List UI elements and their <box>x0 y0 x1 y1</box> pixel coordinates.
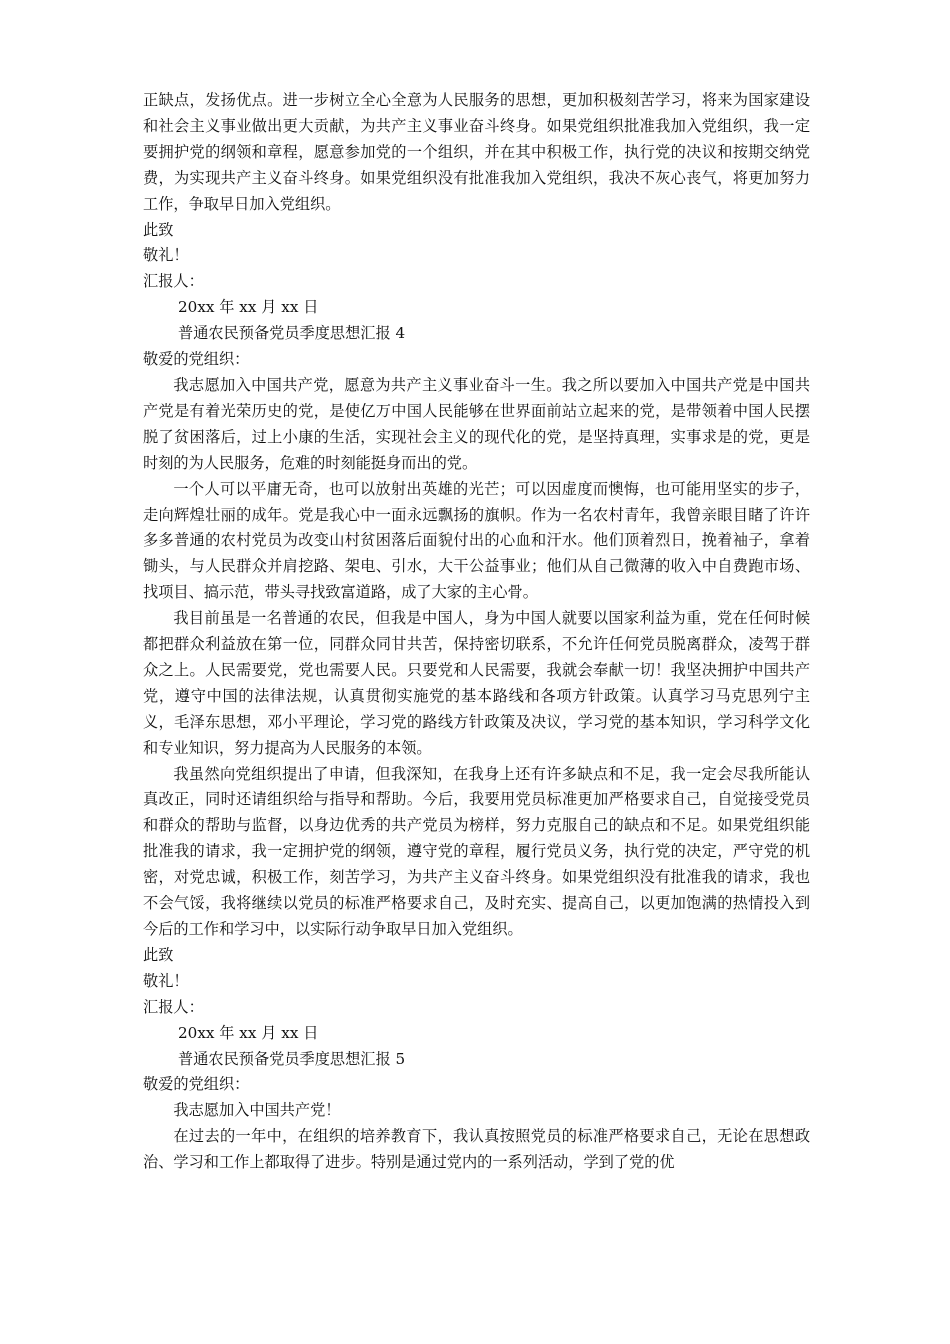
salutation: 敬爱的党组织： <box>143 350 250 369</box>
document-page <box>143 88 810 1176</box>
body-paragraph: 一个人可以平庸无奇，也可以放射出英雄的光芒；可以因虚度而懊悔，也可能用坚实的步子，走向辉煌壮丽的成年。党是我心中一面永远飘扬的旗帜。作为一名农村青年，我曾亲眼目睹了许许多多普通的农村党员为改变山村贫困落后面貌付出的心血和汗水。他们顶着烈日，挽着袖子，拿着锄头，与人民群众并肩挖路、架电、引水，大干公益事业；他们从自己微薄的收入中自费跑市场、找项目、搞示范，带头寻找致富道路，成了大家的主心骨。 <box>143 479 810 602</box>
report-date: 20xx 年 xx 月 xx 日 <box>178 298 319 317</box>
closing-jingli: 敬礼！ <box>143 971 189 990</box>
closing-cizhi: 此致 <box>143 945 174 964</box>
salutation: 敬爱的党组织： <box>143 1075 250 1094</box>
report-date: 20xx 年 xx 月 xx 日 <box>178 1023 319 1042</box>
closing-cizhi: 此致 <box>143 220 174 239</box>
body-paragraph: 我志愿加入中国共产党，愿意为共产主义事业奋斗一生。我之所以要加入中国共产党是中国共产党是有着光荣历史的党，是使亿万中国人民能够在世界面前站立起来的党，是带领着中国人民摆脱了贫困落后，过上小康的生活，实现社会主义的现代化的党，是坚持真理，实事求是的党，更是时刻的为人民服务，危难的时刻能挺身而出的党。 <box>143 375 810 472</box>
report-title-5: 普通农民预备党员季度思想汇报 5 <box>178 1049 406 1068</box>
body-paragraph: 在过去的一年中，在组织的培养教育下，我认真按照党员的标准严格要求自己，无论在思想政治、学习和工作上都取得了进步。特别是通过党内的一系列活动，学到了党的优 <box>143 1127 810 1172</box>
reporter-label: 汇报人： <box>143 997 204 1016</box>
closing-jingli: 敬礼！ <box>143 246 189 265</box>
body-paragraph: 我虽然向党组织提出了申请，但我深知，在我身上还有许多缺点和不足，我一定会尽我所能认真改正，同时还请组织给与指导和帮助。今后，我要用党员标准更加严格要求自己，自觉接受党员和群众的帮助与监督，以身边优秀的共产党员为榜样，努力克服自己的缺点和不足。如果党组织能批准我的请求，我一定拥护党的纲领，遵守党的章程，履行党员义务，执行党的决定，严守党的机密，对党忠诚，积极工作，刻苦学习，为共产主义奋斗终身。如果党组织没有批准我的请求，我也不会气馁，我将继续以党员的标准严格要求自己，及时充实、提高自己，以更加饱满的热情投入到今后的工作和学习中，以实际行动争取早日加入党组织。 <box>143 764 810 938</box>
body-paragraph: 我志愿加入中国共产党！ <box>173 1101 341 1120</box>
continuation-paragraph: 正缺点，发扬优点。进一步树立全心全意为人民服务的思想，更加积极刻苦学习，将来为国家建设和社会主义事业做出更大贡献，为共产主义事业奋斗终身。如果党组织批准我加入党组织，我一定要拥护党的纲领和章程，愿意参加党的一个组织，并在其中积极工作，执行党的决议和按期交纳党费，为实现共产主义奋斗终身。如果党组织没有批准我加入党组织，我决不灰心丧气，将更加努力工作，争取早日加入党组织。 <box>143 91 810 213</box>
report-title-4: 普通农民预备党员季度思想汇报 4 <box>178 324 406 343</box>
reporter-label: 汇报人： <box>143 272 204 291</box>
body-paragraph: 我目前虽是一名普通的农民，但我是中国人，身为中国人就要以国家利益为重，党在任何时候都把群众利益放在第一位，同群众同甘共苦，保持密切联系，不允许任何党员脱离群众，凌驾于群众之上。人民需要党，党也需要人民。只要党和人民需要，我就会奉献一切！我坚决拥护中国共产党，遵守中国的法律法规，认真贯彻实施党的基本路线和各项方针政策。认真学习马克思列宁主义，毛泽东思想，邓小平理论，学习党的路线方针政策及决议，学习党的基本知识，学习科学文化和专业知识，努力提高为人民服务的本领。 <box>143 609 810 757</box>
